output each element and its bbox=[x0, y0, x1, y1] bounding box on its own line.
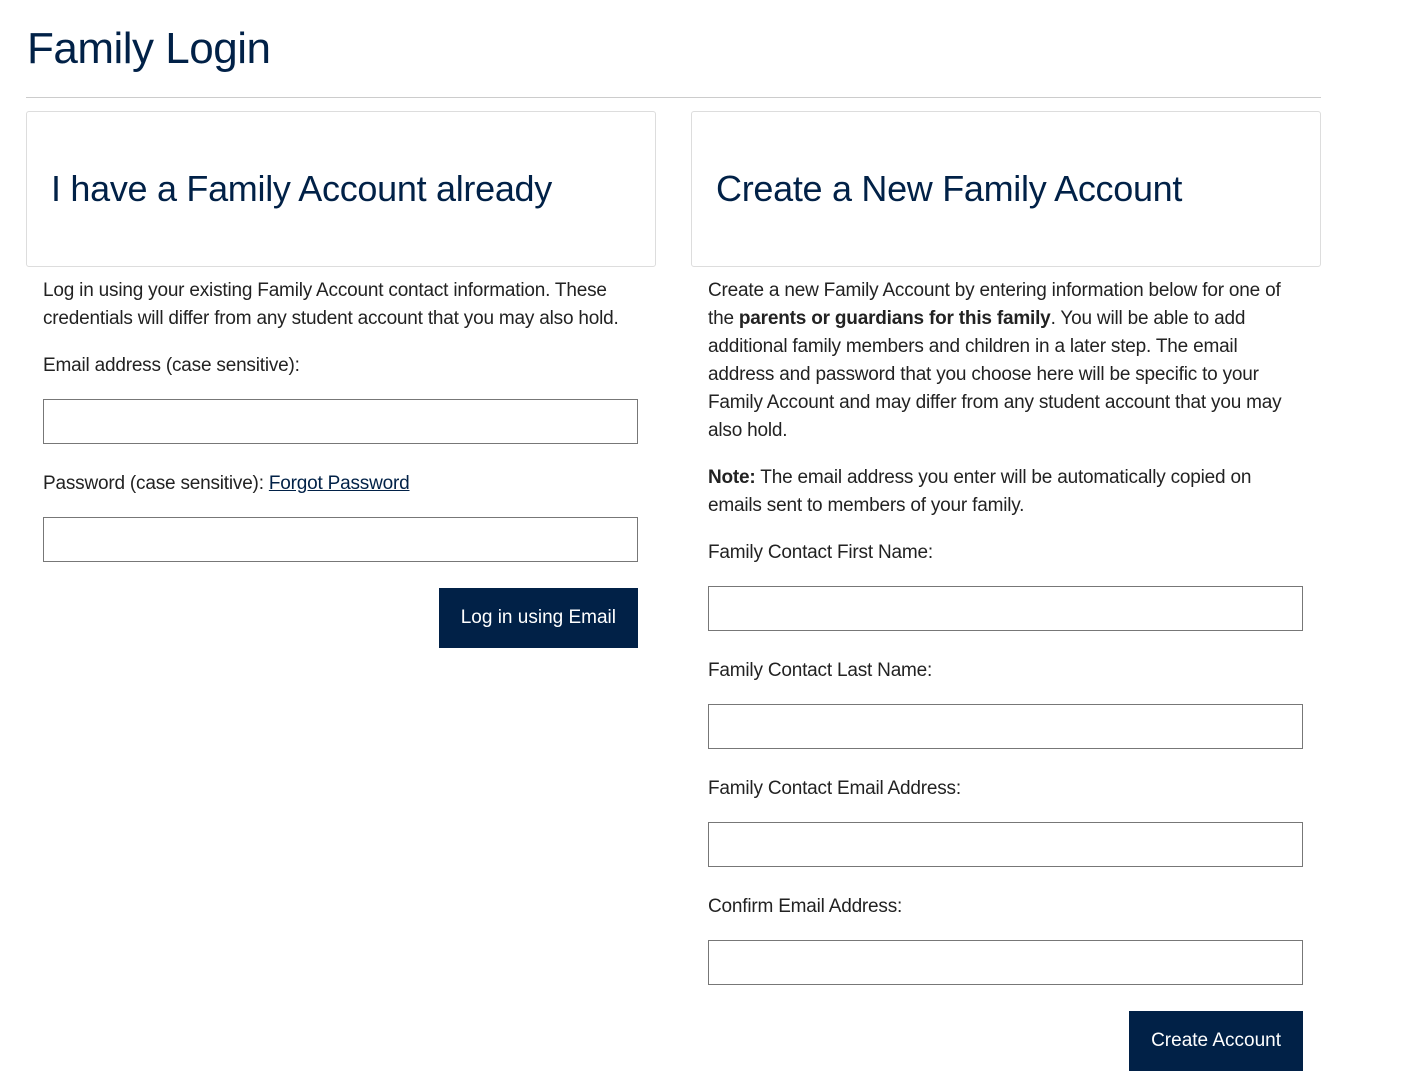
create-account-header bbox=[691, 111, 1321, 267]
intro-emphasis: parents or guardians for this family bbox=[738, 308, 1051, 329]
password-label-row bbox=[43, 470, 639, 498]
create-account-intro bbox=[708, 277, 1304, 445]
intro-text: Create a new Family Account by entering information below for one of the bbox=[708, 280, 1281, 329]
first-name-label: Family Contact First Name: bbox=[708, 542, 933, 563]
first-name-input[interactable] bbox=[708, 586, 1303, 631]
contact-email-input[interactable] bbox=[708, 822, 1303, 867]
existing-account-intro: Log in using your existing Family Account contact information. These credentials will differ from any student account that you may also hold. bbox=[43, 280, 619, 329]
create-account-note bbox=[708, 464, 1304, 520]
page-title: Family Login bbox=[27, 24, 271, 73]
create-account-heading: Create a New Family Account bbox=[716, 168, 1183, 209]
intro-text-continued: . You will be able to add additional family members and children in a later step. The email address and password that you choose here will be specific to your Family Account and may differ from any student account that you may also hold. bbox=[708, 308, 1282, 441]
note-text: The email address you enter will be automatically copied on emails sent to members of your family. bbox=[708, 467, 1252, 516]
email-label: Email address (case sensitive): bbox=[43, 355, 300, 376]
login-password-input[interactable] bbox=[43, 517, 638, 562]
existing-account-panel bbox=[26, 111, 656, 648]
login-email-input[interactable] bbox=[43, 399, 638, 444]
existing-account-header bbox=[26, 111, 656, 267]
existing-account-heading: I have a Family Account already bbox=[51, 168, 552, 209]
last-name-label: Family Contact Last Name: bbox=[708, 660, 933, 681]
confirm-email-input[interactable] bbox=[708, 940, 1303, 985]
divider bbox=[26, 97, 1321, 98]
create-account-button[interactable]: Create Account bbox=[1129, 1011, 1303, 1071]
create-account-panel bbox=[691, 111, 1321, 1071]
password-label: Password (case sensitive): bbox=[43, 473, 264, 494]
contact-email-label: Family Contact Email Address: bbox=[708, 778, 961, 799]
forgot-password-link[interactable]: Forgot Password bbox=[268, 473, 410, 494]
login-email-button[interactable]: Log in using Email bbox=[439, 588, 638, 648]
confirm-email-label: Confirm Email Address: bbox=[708, 896, 903, 917]
last-name-input[interactable] bbox=[708, 704, 1303, 749]
note-label: Note: bbox=[708, 467, 756, 488]
